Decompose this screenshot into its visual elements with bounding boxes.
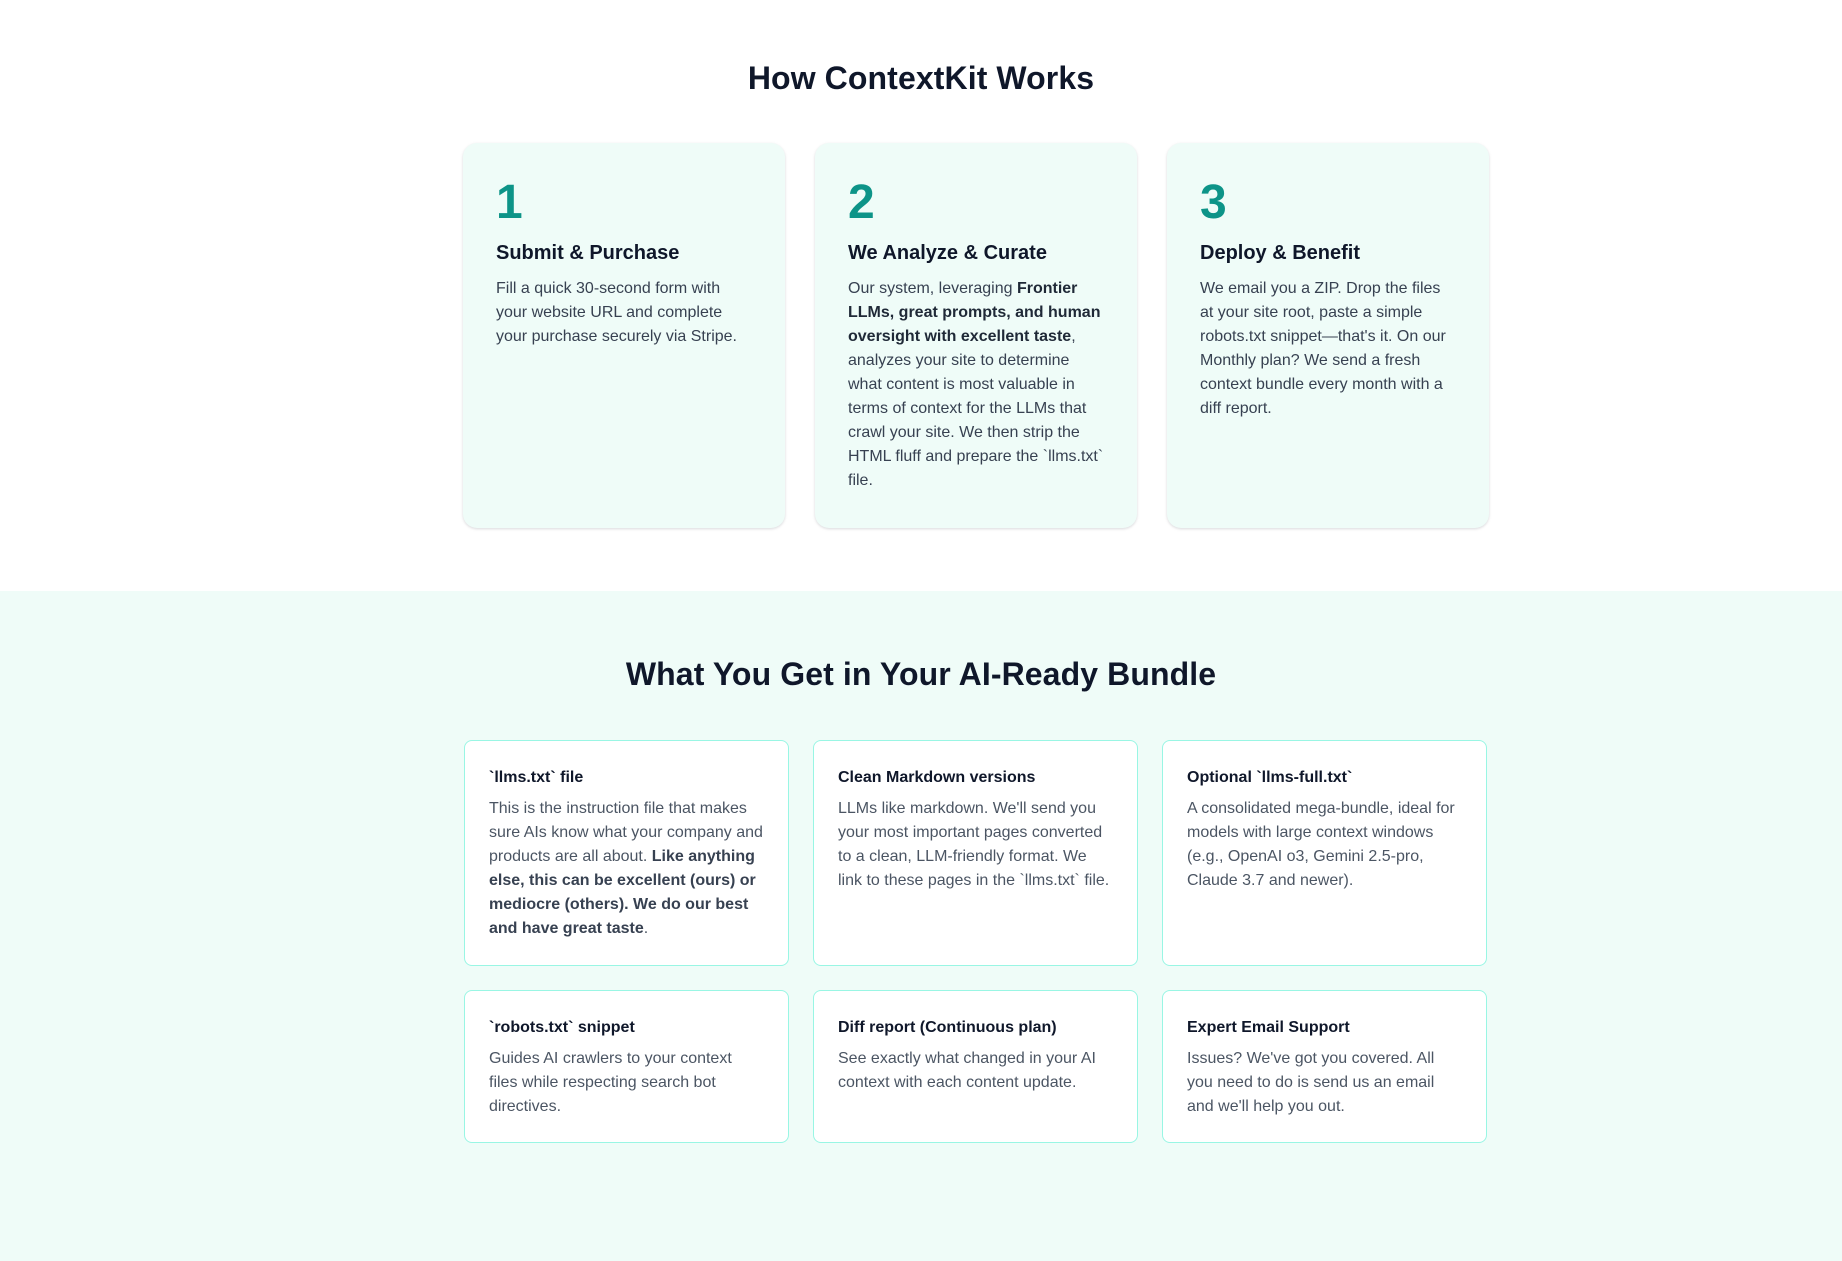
feature-title: Optional `llms-full.txt`: [1187, 769, 1353, 786]
feature-description: [489, 797, 764, 941]
step-title: Submit & Purchase: [496, 242, 680, 264]
feature-card-diff-report: [813, 990, 1138, 1143]
feature-desc-text: This is the instruction file that makes sure AIs know what your company and products are all about.: [489, 800, 763, 865]
feature-description: Issues? We've got you covered. All you need to do is send us an email and we'll help you out.: [1187, 1050, 1435, 1115]
step-card-2: [815, 143, 1137, 528]
step-description: We email you a ZIP. Drop the files at your site root, paste a simple robots.txt snippet—that's it. On our Monthly plan? We send a fresh context bundle every month with a diff report.: [1200, 280, 1446, 417]
step-title: Deploy & Benefit: [1200, 242, 1361, 264]
feature-description: See exactly what changed in your AI context with each content update.: [838, 1050, 1096, 1091]
step-description: [848, 277, 1105, 493]
feature-description: Guides AI crawlers to your context files while respecting search bot directives.: [489, 1050, 732, 1115]
step-description: Fill a quick 30-second form with your website URL and complete your purchase securely via Stripe.: [496, 280, 737, 345]
feature-title: Diff report (Continuous plan): [838, 1019, 1057, 1036]
feature-card-llms-txt: [464, 740, 789, 966]
step-number: 3: [1200, 176, 1227, 229]
step-title: We Analyze & Curate: [848, 242, 1047, 264]
feature-card-robots-snippet: [464, 990, 789, 1143]
step-number: 1: [496, 176, 523, 229]
feature-title: Expert Email Support: [1187, 1019, 1350, 1036]
bundle-title: What You Get in Your AI-Ready Bundle: [625, 656, 1217, 692]
feature-card-email-support: [1162, 990, 1487, 1143]
feature-card-llms-full: [1162, 740, 1487, 966]
step-card-3: [1167, 143, 1489, 528]
step-card-1: [463, 143, 785, 528]
feature-title: Clean Markdown versions: [838, 769, 1036, 786]
feature-title: `robots.txt` snippet: [489, 1019, 635, 1036]
how-it-works-title: How ContextKit Works: [747, 60, 1095, 96]
step-desc-emphasis: Frontier LLMs, great prompts, and human oversight with excellent taste: [848, 280, 1101, 345]
how-it-works-section: [0, 0, 1842, 591]
feature-card-markdown: [813, 740, 1138, 966]
feature-title: `llms.txt` file: [489, 769, 584, 786]
feature-description: A consolidated mega-bundle, ideal for models with large context windows (e.g., OpenAI o3, Gemini 2.5-pro, Claude 3.7 and newer).: [1187, 800, 1455, 889]
step-desc-text: Our system, leveraging: [848, 280, 1017, 297]
feature-desc-emphasis: Like anything else, this can be excellent (ours) or mediocre (others). We do our best and have great taste: [489, 848, 756, 937]
step-desc-text: , analyzes your site to determine what content is most valuable in terms of context for the LLMs that crawl your site. We then strip the HTML fluff and prepare the `llms.txt` file.: [848, 328, 1104, 489]
step-number: 2: [848, 176, 875, 229]
feature-description: LLMs like markdown. We'll send you your most important pages converted to a clean, LLM-friendly format. We link to these pages in the `llms.txt` file.: [838, 800, 1110, 889]
feature-desc-text: .: [643, 920, 649, 937]
